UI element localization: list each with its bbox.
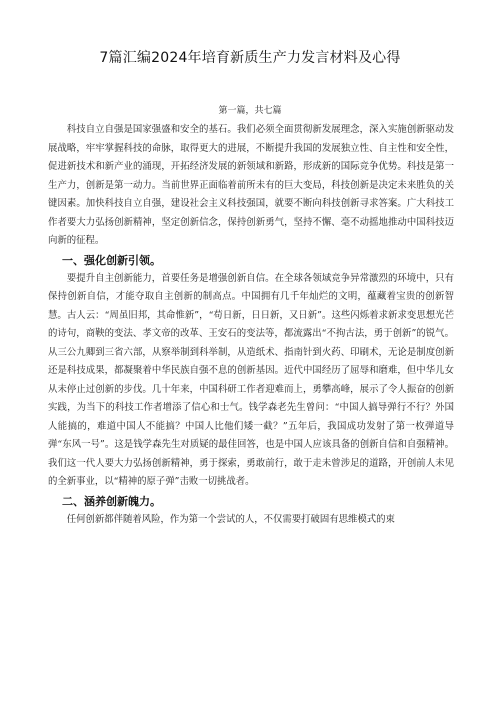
paragraph-section-2: 任何创新都伴随着风险，作为第一个尝试的人，不仅需要打破固有思维模式的束: [66, 513, 395, 525]
document-subtitle: 第一篇，共七篇: [218, 106, 282, 116]
section-heading-2: 二、涵养创新魄力。: [62, 494, 161, 508]
section-heading-1: 一、强化创新引领。: [62, 253, 161, 267]
paragraph-intro: 科技自立自强是国家强盛和安全的基石。我们必须全面贯彻新发展理念，深入实施创新驱动发展战略，牢牢掌握科技的命脉，取得更大的进展，不断提升我国的发展独立性、自主性和安全性，促进新技术和新产业的涌现，开拓经济发展的新领域和新路，形成新的国际竞争优势。科技是第一生产力，创新是第一动力。当前世界正面临着前所未有的巨大变局，科技创新是决定未来胜负的关键因素。加快科技自立自强，建设社会主义科技强国，就要不断向科技创新寻求答案。广大科技工作者要大力弘扬创新精神，坚定创新信念，保持创新勇气，坚持不懈、毫不动摇地推动中国科技迈向新的征程。: [48, 124, 454, 246]
document-body: [48, 121, 454, 529]
paragraph-section-1: 要提升自主创新能力，首要任务是增强创新自信。在全球各领域竞争异常激烈的环境中，只有保持创新自信，才能夺取自主创新的制高点。中国拥有几千年灿烂的文明，蕴藏着宝贵的创新智慧。古人云：“周虽旧邦，其命惟新”，“苟日新，日日新，又日新”。这些闪烁着求新求变思想光芒的诗句，商鞅的变法、孝文帝的改革、王安石的变法等，都流露出“不拘古法，勇于创新”的锐气。从三公九卿到三省六部，从察举制到科举制，从造纸术、指南针到火药、印刷术，无论是制度创新还是科技成果，都凝聚着中华民族自强不息的创新基因。近代中国经历了屈辱和磨难，但中华儿女从未停止过创新的步伐。几十年来，中国科研工作者迎难而上，勇攀高峰，展示了令人振奋的创新实践，为当下的科技工作者增添了信心和士气。钱学森老先生曾问：“中国人搞导弹行不行？外国人能搞的，难道中国人不能搞？中国人比他们矮一截？”五年后，我国成功发射了第一枚弹道导弹“东风一号”。这是钱学森先生对质疑的最佳回答，也是中国人应该具备的创新自信和自强精神。我们这一代人要大力弘扬创新精神，勇于探索，勇敢前行，敢于走未曾涉足的道路，开创前人未见的全新事业，以“精神的原子弹”击败一切挑战者。: [48, 272, 454, 487]
document-title: 7篇汇编2024年培育新质生产力发言材料及心得: [99, 50, 401, 66]
